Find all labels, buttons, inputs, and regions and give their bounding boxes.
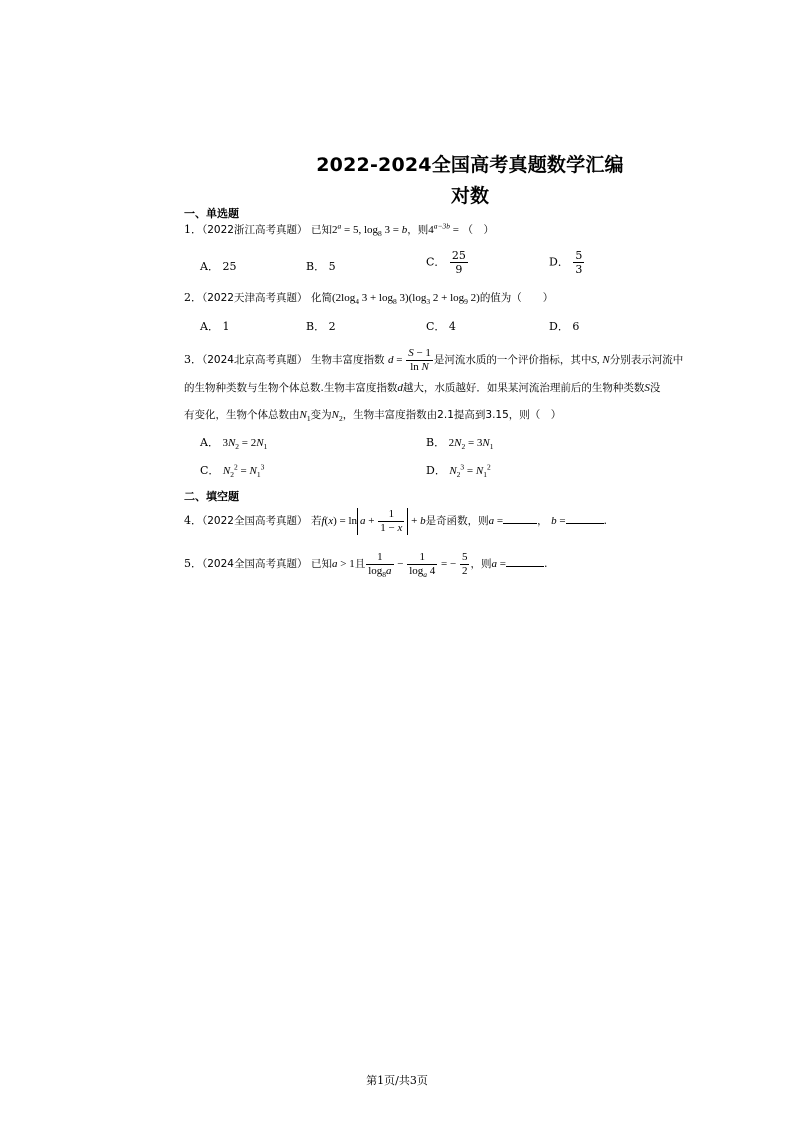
answer-blank-b[interactable] (566, 513, 604, 524)
option-d[interactable] (549, 249, 585, 276)
math-expression: d (397, 382, 403, 394)
math-expression: $3N_2 = 2N_1$ (222, 437, 268, 452)
question-number: 3． (184, 353, 202, 367)
question-text: 生物丰富度指数 (310, 354, 385, 367)
math-expression: a = (488, 515, 504, 528)
option-label: C． (426, 255, 446, 269)
option-label: A． (200, 260, 219, 273)
question-text: 分别表示河流中 (609, 354, 684, 367)
question-text: 是河流水质的一个评价指标，其中 (433, 354, 592, 367)
answer-blank-a[interactable] (503, 513, 537, 524)
option-c[interactable] (426, 249, 469, 276)
math-expression: $N_2^2 = N_1^3$ (222, 462, 265, 480)
question-text: 若 (310, 515, 322, 528)
math-expression: $4^{a-3b}$ = (428, 221, 459, 236)
math-expression: S, N (591, 354, 610, 367)
question-text: 化简 (310, 292, 332, 304)
denominator: 3 (575, 263, 583, 276)
option-label: D． (426, 464, 446, 477)
option-value: 2 (328, 320, 336, 333)
option-label: B． (306, 320, 326, 333)
question-3 (184, 347, 683, 374)
option-label: A． (200, 320, 219, 333)
option-label: C． (200, 464, 220, 477)
option-label: B． (306, 260, 326, 273)
math-expression: $2^a = 5$, $\log_8 3 = b$ (331, 221, 408, 239)
option-value: 4 (448, 320, 456, 333)
section-heading-single-choice: 一、单选题 (184, 207, 239, 220)
numerator: 5 (575, 249, 583, 262)
question-text: ，则 (470, 558, 492, 571)
math-expression: $N_2$ (331, 409, 343, 424)
option-value: 25 (222, 260, 237, 273)
option-label: B． (426, 436, 446, 449)
option-b[interactable] (426, 434, 494, 450)
math-expression: a = (491, 558, 506, 571)
question-source: （2022全国高考真题） (202, 515, 308, 528)
question-number: 2． (184, 291, 202, 304)
question-number: 1． (184, 223, 202, 236)
math-expression: a > 1 (331, 558, 355, 571)
question-text: 有变化，生物个体总数由 (184, 409, 300, 421)
fraction (573, 249, 584, 276)
math-expression: ($2\log_4$ $3 + \log_8 3)(\log_3$ $2 + \log_9 2$) (331, 292, 480, 307)
option-a[interactable] (200, 434, 267, 450)
question-source: （2022浙江高考真题） (202, 224, 308, 236)
option-a[interactable] (200, 318, 229, 334)
option-label: D． (549, 255, 569, 269)
question-text: 且 (354, 558, 366, 571)
question-number: 5． (184, 557, 202, 571)
question-source: （2024全国高考真题） (202, 558, 308, 571)
document-subtitle: 对数 (450, 185, 489, 207)
option-b[interactable] (306, 258, 336, 274)
question-text: 变为 (310, 409, 332, 421)
option-d[interactable] (426, 462, 491, 478)
question-text: 已知 (310, 558, 332, 571)
question-3-line-2 (184, 380, 660, 396)
math-expression: b = (551, 515, 566, 528)
fraction (450, 249, 468, 276)
numerator: 25 (451, 249, 466, 262)
option-c[interactable] (200, 462, 264, 478)
question-text: . (603, 514, 608, 528)
math-expression: $\frac{1}{\log_8a}$ − $\frac{1}{\log_a 4}$ = − $\frac{5}{2}$ (368, 551, 468, 580)
document-title: 2022-2024全国高考真题数学汇编 (316, 154, 624, 176)
denominator: 9 (455, 263, 463, 276)
question-source: （2022天津高考真题） (202, 292, 308, 304)
option-b[interactable] (306, 318, 336, 334)
option-label: C． (426, 320, 446, 333)
option-value: 6 (572, 320, 580, 333)
math-expression: f(x) = ln a + $\frac{1}{1 - x}$ + b (321, 508, 426, 534)
question-text: ， (537, 515, 548, 528)
question-text: ，生物丰富度指数由2.1提高到3.15，则（ ） (342, 409, 562, 421)
question-1 (184, 222, 494, 238)
question-5 (184, 551, 547, 578)
math-expression: $N_1$ (299, 409, 311, 424)
option-value: 1 (222, 320, 230, 333)
option-c[interactable] (426, 318, 456, 334)
question-text: 越大，水质越好．如果某河流治理前后的生物种类数 (402, 382, 645, 394)
question-text: 的值为（ ） (479, 292, 554, 304)
section-heading-fill-blank: 二、填空题 (184, 490, 239, 503)
question-3-line-3 (184, 407, 561, 423)
question-text: 没 (649, 382, 661, 394)
option-d[interactable] (549, 318, 579, 334)
question-text: . (543, 557, 548, 571)
math-expression: S (644, 382, 650, 394)
math-expression: $N_2^3 = N_1^2$ (449, 462, 491, 480)
question-text: 的生物种类数与生物个体总数.生物丰富度指数 (184, 382, 398, 394)
option-label: A． (200, 436, 219, 449)
question-2 (184, 290, 553, 306)
question-text: 是奇函数，则 (425, 515, 489, 528)
option-a[interactable] (200, 258, 236, 274)
question-source: （2024北京高考真题） (202, 354, 308, 367)
option-value: 5 (328, 260, 336, 273)
option-label: D． (549, 320, 569, 333)
question-number: 4． (184, 514, 202, 528)
math-expression: d = $\frac{S - 1}{\text{ln N}}$ (387, 347, 431, 373)
question-text: （ ） (462, 224, 494, 236)
question-text: 已知 (310, 224, 332, 236)
page-footer: 第1页/共3页 (366, 1074, 428, 1087)
answer-blank-a[interactable] (506, 556, 544, 567)
math-expression: $2N_2 = 3N_1$ (448, 437, 494, 452)
question-text: ，则 (407, 224, 429, 236)
question-4 (184, 508, 607, 535)
